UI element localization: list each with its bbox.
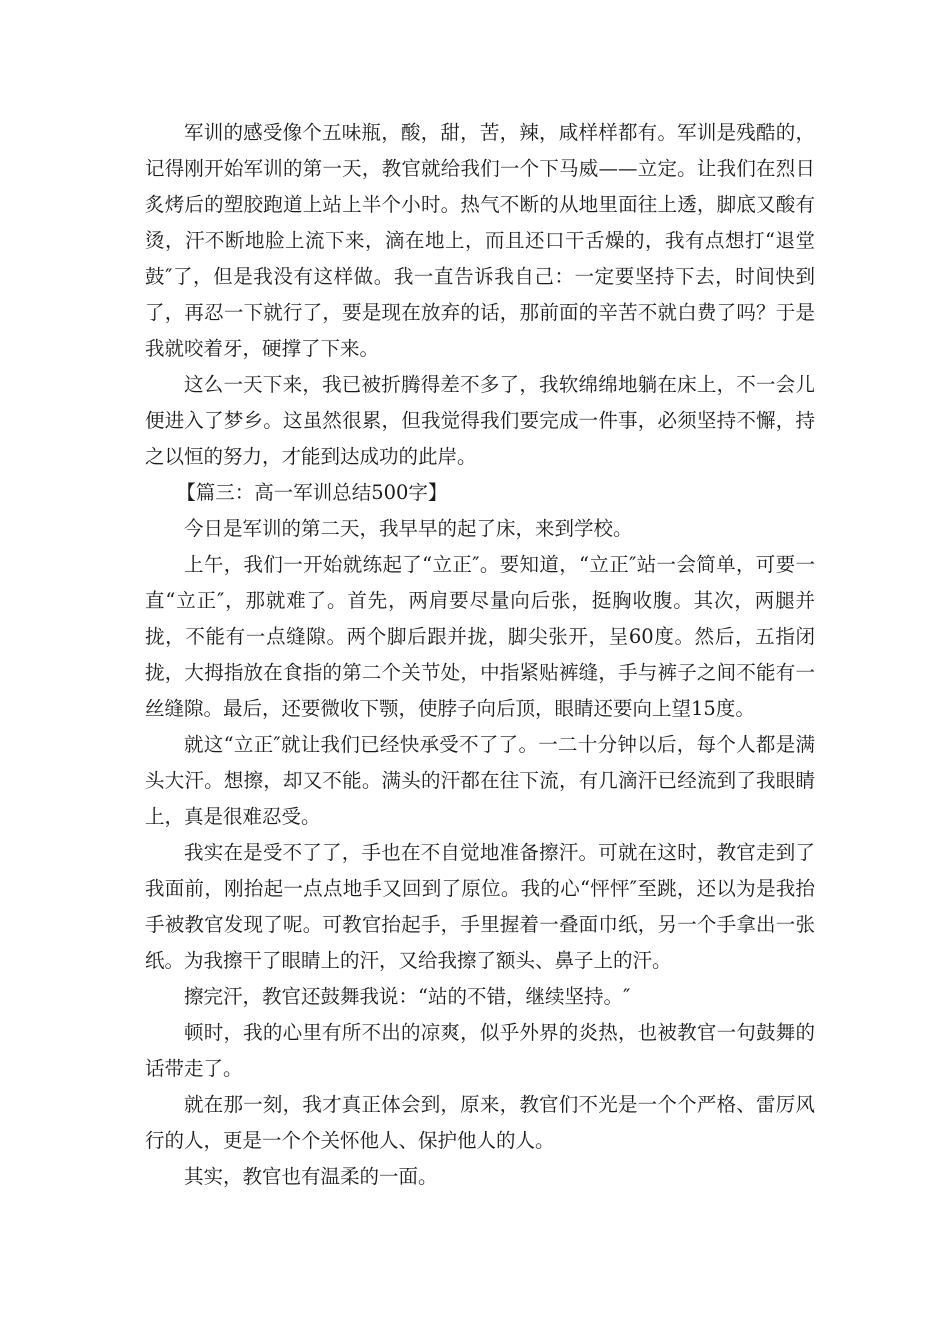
document-body [145,115,815,1195]
paragraph-4: 上午，我们一开始就练起了“立正″。要知道，“立正″站一会简单，可要一直“立正″，那就难了。首先，两肩要尽量向后张，挺胸收腹。其次，两腿并拢，不能有一点缝隙。两个脚后跟并拢，脚尖张开，呈60度。然后，五指闭拢，大拇指放在食指的第二个关节处，中指紧贴裤缝，手与裤子之间不能有一丝缝隙。最后，还要微收下颚，使脖子向后顶，眼睛还要向上望15度。 [145,553,815,720]
paragraph-2: 这么一天下来，我已被折腾得差不多了，我软绵绵地躺在床上，不一会儿便进入了梦乡。这虽然很累，但我觉得我们要完成一件事，必须坚持不懈，持之以恒的努力，才能到达成功的此岸。 [145,373,815,468]
paragraph-1: 军训的感受像个五味瓶，酸，甜，苦，辣，咸样样都有。军训是残酷的，记得刚开始军训的第一天，教官就给我们一个下马威——立定。让我们在烈日炙烤后的塑胶跑道上站上半个小时。热气不断的从地里面往上透，脚底又酸有烫，汗不断地脸上流下来，滴在地上，而且还口干舌燥的，我有点想打“退堂鼓″了，但是我没有这样做。我一直告诉我自己：一定要坚持下去，时间快到了，再忍一下就行了，要是现在放弃的话，那前面的辛苦不就白费了吗？于是我就咬着牙，硬撑了下来。 [145,121,815,360]
paragraph-3: 今日是军训的第二天，我早早的起了床，来到学校。 [184,517,633,540]
paragraph-9: 就在那一刻，我才真正体会到，原来，教官们不光是一个个严格、雷厉风行的人，更是一个个关怀他人、保护他人的人。 [145,1093,815,1152]
paragraph-6: 我实在是受不了了，手也在不自觉地准备擦汗。可就在这时，教官走到了我面前，刚抬起一点点地手又回到了原位。我的心“怦怦″至跳，还以为是我抬手被教官发现了呢。可教官抬起手，手里握着一叠面巾纸，另一个手拿出一张纸。为我擦干了眼睛上的汗，又给我擦了额头、鼻子上的汗。 [145,841,815,972]
paragraph-5: 就这“立正″就让我们已经快承受不了了。一二十分钟以后，每个人都是满头大汗。想擦，却又不能。满头的汗都在往下流，有几滴汗已经流到了我眼睛上，真是很难忍受。 [145,733,815,828]
paragraph-8: 顿时，我的心里有所不出的凉爽，似乎外界的炎热，也被教官一句鼓舞的话带走了。 [145,1021,815,1080]
section-heading: 【篇三：高一军训总结500字】 [176,481,448,504]
paragraph-7: 擦完汗，教官还鼓舞我说：“站的不错，继续坚持。″ [184,985,631,1008]
paragraph-10: 其实，教官也有温柔的一面。 [184,1165,438,1188]
